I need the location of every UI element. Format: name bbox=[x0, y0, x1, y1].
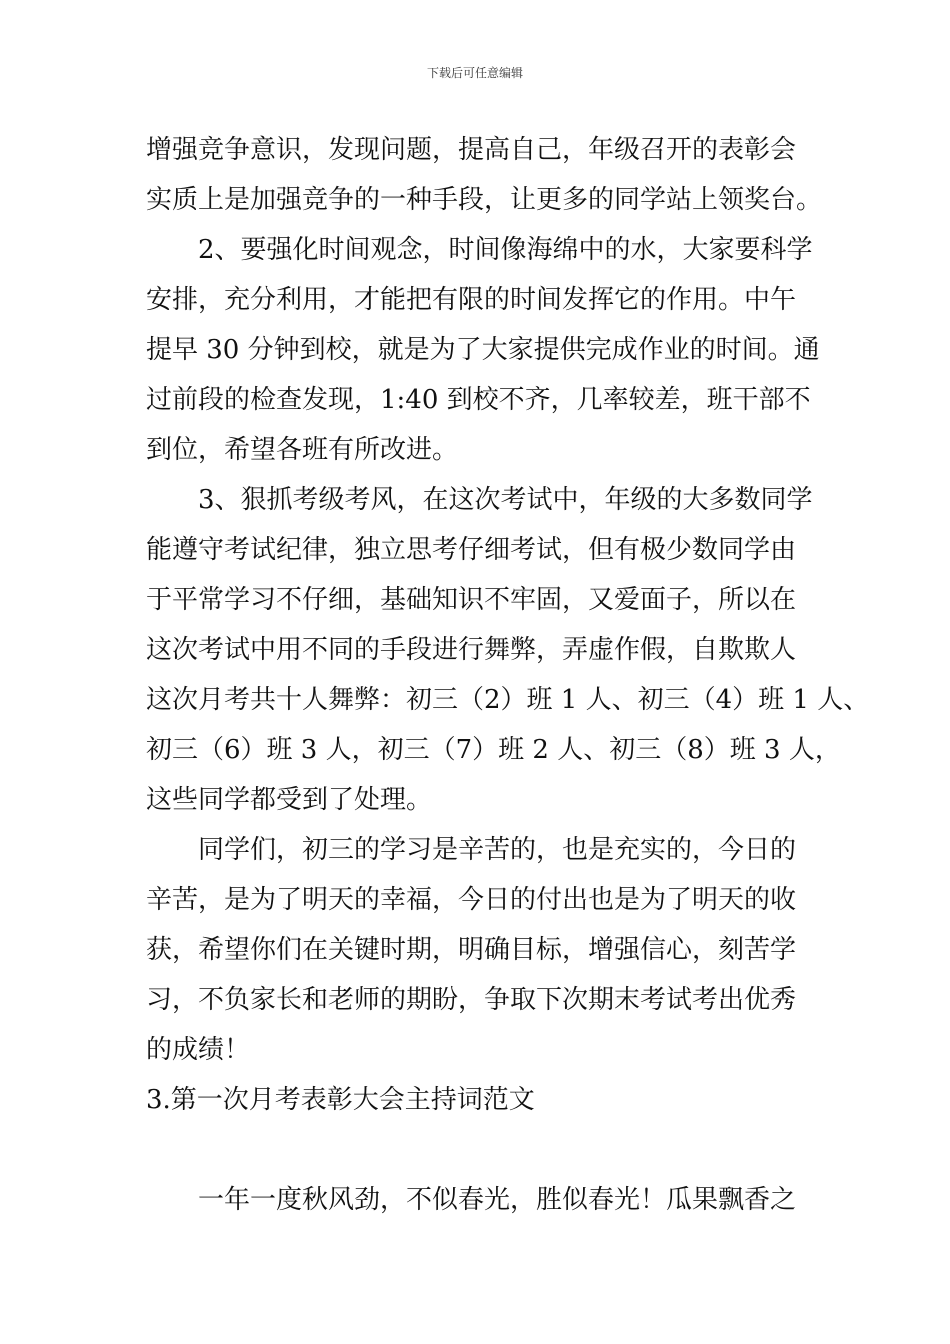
body-line: 这次考试中用不同的手段进行舞弊，弄虚作假，自欺欺人 bbox=[146, 635, 797, 665]
body-line: 初三（6）班 3 人，初三（7）班 2 人、初三（8）班 3 人， bbox=[146, 735, 841, 765]
body-line: 提早 30 分钟到校，就是为了大家提供完成作业的时间。通 bbox=[146, 335, 820, 365]
body-line: 实质上是加强竞争的一种手段，让更多的同学站上领奖台。 bbox=[146, 185, 823, 215]
body-line: 同学们，初三的学习是辛苦的，也是充实的，今日的 bbox=[198, 835, 797, 865]
body-line: 这些同学都受到了处理。 bbox=[146, 785, 433, 815]
body-line: 获，希望你们在关键时期，明确目标，增强信心，刻苦学 bbox=[146, 935, 797, 965]
body-line: 增强竞争意识，发现问题，提高自己，年级召开的表彰会 bbox=[146, 135, 797, 165]
body-line: 的成绩！ bbox=[146, 1035, 251, 1065]
body-line: 辛苦，是为了明天的幸福，今日的付出也是为了明天的收 bbox=[146, 885, 797, 915]
body-line: 安排，充分利用，才能把有限的时间发挥它的作用。中午 bbox=[146, 285, 797, 315]
body-line: 2、要强化时间观念，时间像海绵中的水，大家要科学 bbox=[198, 235, 813, 265]
body-line: 习，不负家长和老师的期盼，争取下次期末考试考出优秀 bbox=[146, 985, 797, 1015]
page-header: 下载后可任意编辑 bbox=[426, 66, 523, 80]
body-line: 3、狠抓考级考风，在这次考试中，年级的大多数同学 bbox=[198, 485, 813, 515]
body-line: 一年一度秋风劲，不似春光，胜似春光！瓜果飘香之 bbox=[198, 1185, 797, 1215]
body-line: 能遵守考试纪律，独立思考仔细考试，但有极少数同学由 bbox=[146, 535, 797, 565]
body-line: 这次月考共十人舞弊：初三（2）班 1 人、初三（4）班 1 人、 bbox=[146, 685, 870, 715]
section-heading: 3.第一次月考表彰大会主持词范文 bbox=[146, 1085, 535, 1115]
body-line: 到位，希望各班有所改进。 bbox=[146, 435, 459, 465]
body-line: 过前段的检查发现，1:40 到校不齐，几率较差，班干部不 bbox=[146, 385, 811, 415]
body-line: 于平常学习不仔细，基础知识不牢固，又爱面子，所以在 bbox=[146, 585, 797, 615]
